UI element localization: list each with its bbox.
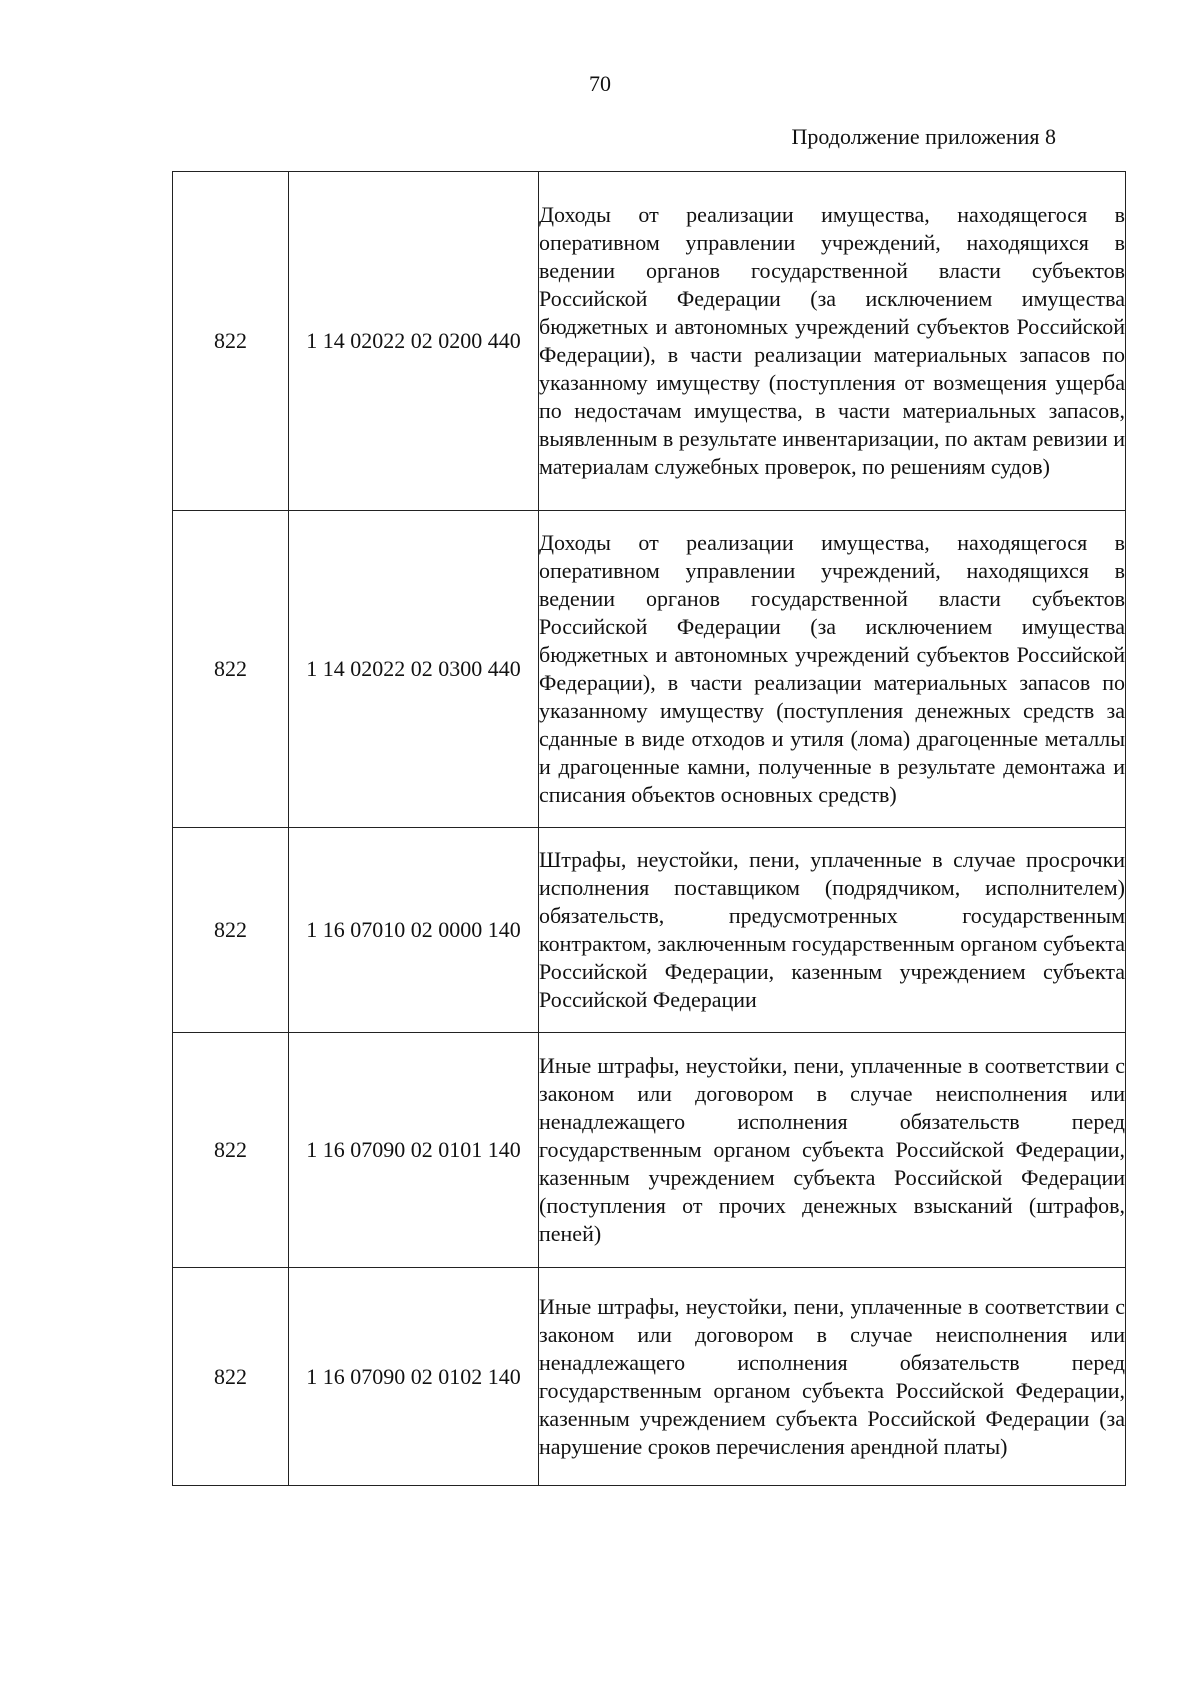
budget-code-cell: 1 14 02022 02 0300 440: [289, 511, 539, 828]
admin-code-cell: 822: [173, 1268, 289, 1486]
appendix-continuation-note: Продолжение приложения 8: [791, 124, 1056, 149]
admin-code-cell: 822: [173, 828, 289, 1033]
description-cell: Доходы от реализации имущества, находящегося в оперативном управлении учреждений, находящихся в ведении органов государственной власти субъектов Российской Федерации (за исключением имущества бюджетных и автономных учреждений субъектов Российской Федерации), в части реализации материальных запасов по указанному имуществу (поступления от возмещения ущерба по недостачам имущества, в части материальных запасов, выявленным в результате инвентаризации, по актам ревизии и материалам служебных проверок, по решениям судов): [539, 172, 1126, 511]
table-row: [173, 511, 1126, 828]
description-cell: Иные штрафы, неустойки, пени, уплаченные в соответствии с законом или договором в случае неисполнения или ненадлежащего исполнения обязательств перед государственным органом субъекта Российской Федерации, казенным учреждением субъекта Российской Федерации (за нарушение сроков перечисления арендной платы): [539, 1268, 1126, 1486]
admin-code-cell: 822: [173, 511, 289, 828]
budget-code-cell: 1 16 07010 02 0000 140: [289, 828, 539, 1033]
description-cell: Доходы от реализации имущества, находящегося в оперативном управлении учреждений, находящихся в ведении органов государственной власти субъектов Российской Федерации (за исключением имущества бюджетных и автономных учреждений субъектов Российской Федерации), в части реализации материальных запасов по указанному имуществу (поступления денежных средств за сданные в виде отходов и утиля (лома) драгоценные металлы и драгоценные камни, полученные в результате демонтажа и списания объектов основных средств): [539, 511, 1126, 828]
budget-code-cell: 1 14 02022 02 0200 440: [289, 172, 539, 511]
budget-code-cell: 1 16 07090 02 0102 140: [289, 1268, 539, 1486]
table-row: [173, 1033, 1126, 1268]
description-cell: Иные штрафы, неустойки, пени, уплаченные в соответствии с законом или договором в случае неисполнения или ненадлежащего исполнения обязательств перед государственным органом субъекта Российской Федерации, казенным учреждением субъекта Российской Федерации (поступления от прочих денежных взысканий (штрафов, пеней): [539, 1033, 1126, 1268]
admin-code-cell: 822: [173, 1033, 289, 1268]
budget-codes-table: [172, 171, 1126, 1486]
budget-code-cell: 1 16 07090 02 0101 140: [289, 1033, 539, 1268]
description-cell: Штрафы, неустойки, пени, уплаченные в случае просрочки исполнения поставщиком (подрядчиком, исполнителем) обязательств, предусмотренных государственным контрактом, заключенным государственным органом субъекта Российской Федерации, казенным учреждением субъекта Российской Федерации: [539, 828, 1126, 1033]
table-row: [173, 828, 1126, 1033]
admin-code-cell: 822: [173, 172, 289, 511]
table-row: [173, 172, 1126, 511]
table-row: [173, 1268, 1126, 1486]
page-number: 70: [589, 71, 611, 96]
